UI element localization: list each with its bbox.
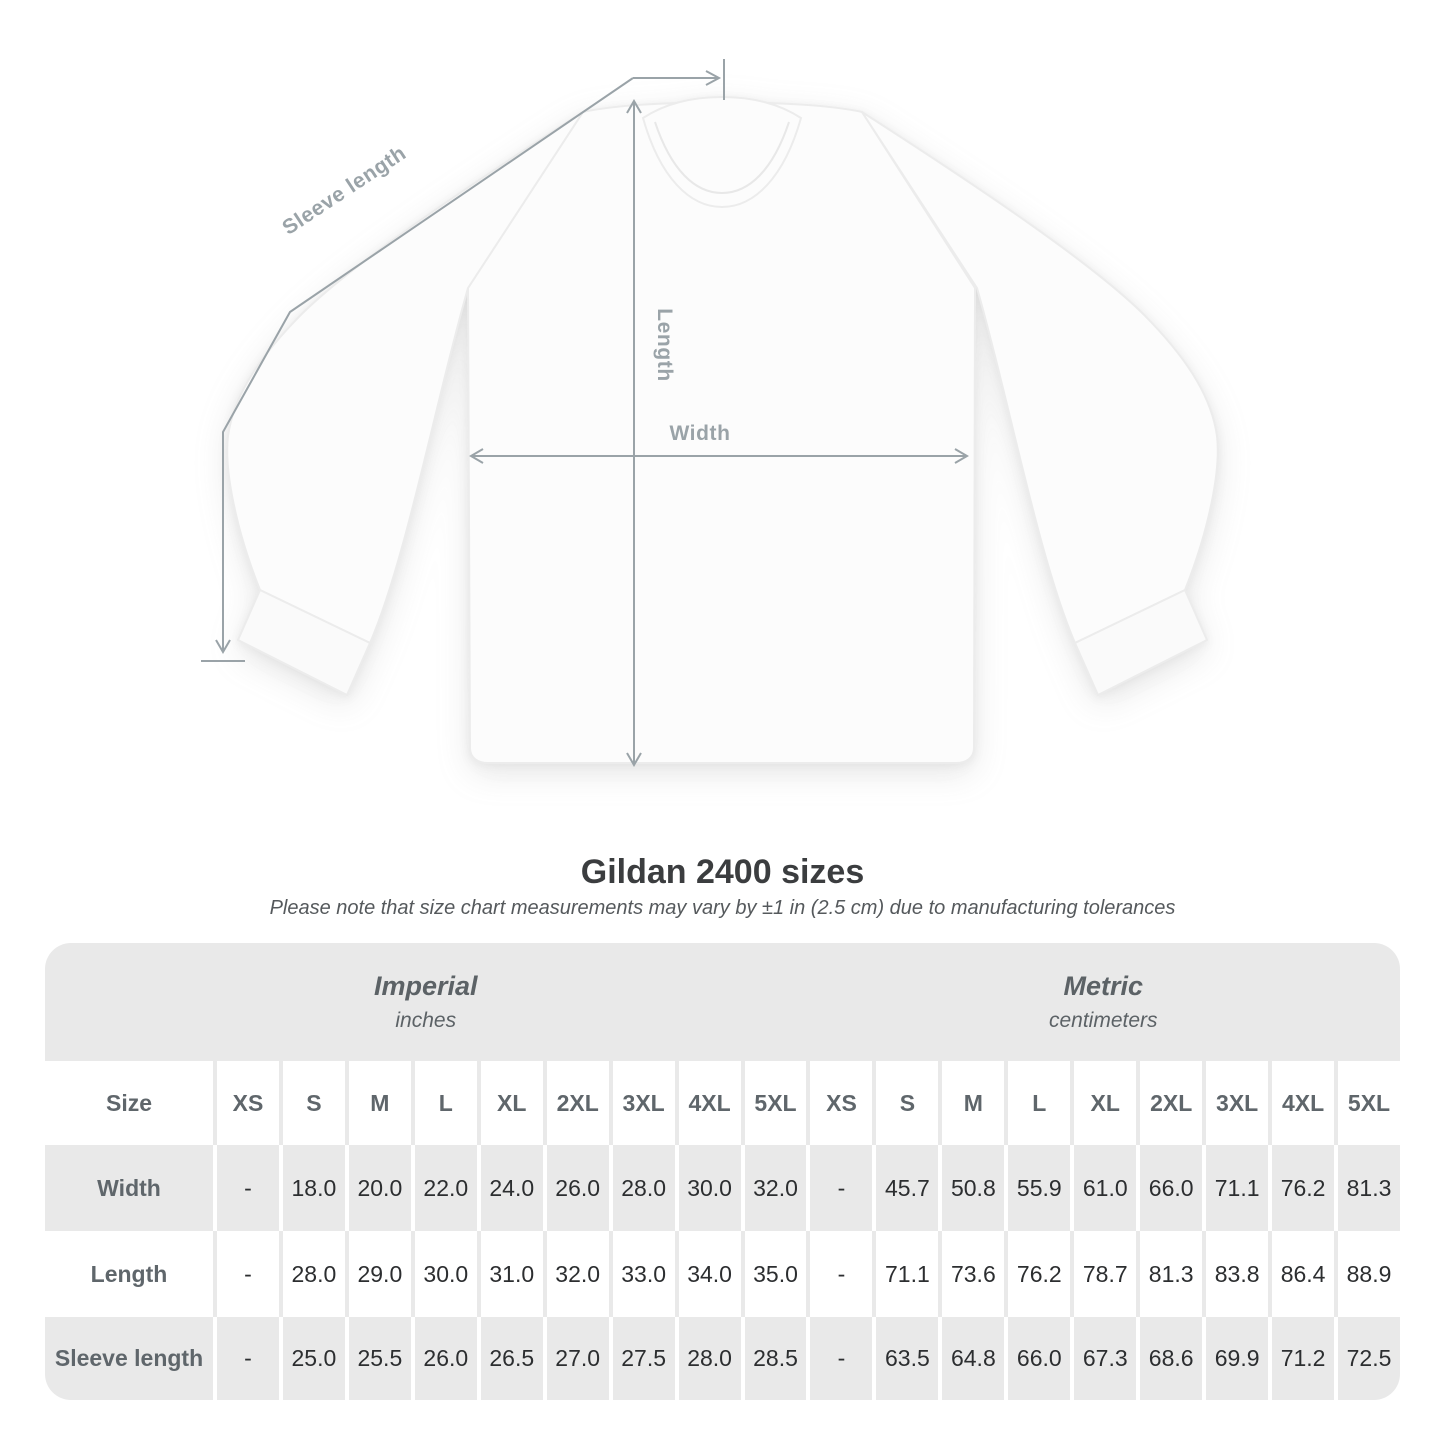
size-col-header-imperial: XS xyxy=(217,1061,279,1145)
imperial-value-cell: 30.0 xyxy=(415,1231,477,1317)
metric-value-cell: 69.9 xyxy=(1206,1317,1268,1400)
metric-value-cell: 86.4 xyxy=(1272,1231,1334,1317)
metric-value-cell: 71.1 xyxy=(876,1231,938,1317)
size-col-header-imperial: L xyxy=(415,1061,477,1145)
metric-value-cell: 45.7 xyxy=(876,1145,938,1231)
imperial-value-cell: 28.0 xyxy=(679,1317,741,1400)
metric-value-cell: 61.0 xyxy=(1074,1145,1136,1231)
imperial-value-cell: 32.0 xyxy=(745,1145,807,1231)
size-col-header-metric: S xyxy=(876,1061,938,1145)
size-col-header-imperial: 5XL xyxy=(745,1061,807,1145)
size-col-header-imperial: 3XL xyxy=(613,1061,675,1145)
metric-unit-group xyxy=(807,943,1401,1061)
row-label: Sleeve length xyxy=(45,1317,213,1400)
metric-value-cell: 66.0 xyxy=(1140,1145,1202,1231)
imperial-value-cell: 28.0 xyxy=(283,1231,345,1317)
imperial-value-cell: 18.0 xyxy=(283,1145,345,1231)
imperial-value-cell: 30.0 xyxy=(679,1145,741,1231)
size-col-header-imperial: M xyxy=(349,1061,411,1145)
size-col-header-imperial: XL xyxy=(481,1061,543,1145)
metric-value-cell: 67.3 xyxy=(1074,1317,1136,1400)
metric-value-cell: 66.0 xyxy=(1008,1317,1070,1400)
imperial-value-cell: 28.5 xyxy=(745,1317,807,1400)
metric-value-cell: - xyxy=(810,1231,872,1317)
metric-value-cell: 83.8 xyxy=(1206,1231,1268,1317)
metric-value-cell: 88.9 xyxy=(1338,1231,1400,1317)
imperial-value-cell: - xyxy=(217,1317,279,1400)
row-label: Width xyxy=(45,1145,213,1231)
size-col-header-imperial: S xyxy=(283,1061,345,1145)
imperial-value-cell: 27.5 xyxy=(613,1317,675,1400)
imperial-value-cell: - xyxy=(217,1145,279,1231)
imperial-value-cell: 31.0 xyxy=(481,1231,543,1317)
metric-value-cell: 81.3 xyxy=(1140,1231,1202,1317)
size-col-header-metric: 3XL xyxy=(1206,1061,1268,1145)
imperial-unit-group xyxy=(45,943,807,1061)
measurement-row xyxy=(45,1231,1400,1317)
length-label: Length xyxy=(653,308,676,382)
imperial-label: Imperial xyxy=(373,971,478,1001)
imperial-value-cell: 24.0 xyxy=(481,1145,543,1231)
imperial-value-cell: 33.0 xyxy=(613,1231,675,1317)
metric-value-cell: 71.1 xyxy=(1206,1145,1268,1231)
imperial-value-cell: 29.0 xyxy=(349,1231,411,1317)
size-col-header-imperial: 2XL xyxy=(547,1061,609,1145)
size-col-header-imperial: 4XL xyxy=(679,1061,741,1145)
width-label: Width xyxy=(669,422,731,445)
imperial-value-cell: 26.0 xyxy=(547,1145,609,1231)
unit-header-band xyxy=(45,943,1400,1061)
sleeve-length-label: Sleeve length xyxy=(278,141,411,240)
size-col-header-metric: 5XL xyxy=(1338,1061,1400,1145)
metric-value-cell: 55.9 xyxy=(1008,1145,1070,1231)
imperial-value-cell: 32.0 xyxy=(547,1231,609,1317)
size-col-header-metric: XL xyxy=(1074,1061,1136,1145)
metric-unit-label: centimeters xyxy=(1048,1009,1158,1032)
metric-value-cell: 76.2 xyxy=(1008,1231,1070,1317)
size-header-row xyxy=(45,1061,1400,1145)
tolerance-note: Please note that size chart measurements may vary by ±1 in (2.5 cm) due to manufacturing tolerances xyxy=(269,897,1176,919)
imperial-value-cell: 26.5 xyxy=(481,1317,543,1400)
metric-value-cell: 64.8 xyxy=(942,1317,1004,1400)
size-col-header-metric: 2XL xyxy=(1140,1061,1202,1145)
size-col-header-metric: 4XL xyxy=(1272,1061,1334,1145)
metric-value-cell: 73.6 xyxy=(942,1231,1004,1317)
metric-value-cell: 76.2 xyxy=(1272,1145,1334,1231)
metric-value-cell: - xyxy=(810,1145,872,1231)
row-label: Length xyxy=(45,1231,213,1317)
imperial-value-cell: 25.5 xyxy=(349,1317,411,1400)
size-col-header-metric: M xyxy=(942,1061,1004,1145)
metric-value-cell: - xyxy=(810,1317,872,1400)
imperial-value-cell: 35.0 xyxy=(745,1231,807,1317)
imperial-value-cell: 20.0 xyxy=(349,1145,411,1231)
metric-value-cell: 68.6 xyxy=(1140,1317,1202,1400)
size-col-header-metric: XS xyxy=(810,1061,872,1145)
imperial-value-cell: 26.0 xyxy=(415,1317,477,1400)
imperial-value-cell: 27.0 xyxy=(547,1317,609,1400)
metric-value-cell: 72.5 xyxy=(1338,1317,1400,1400)
imperial-value-cell: 25.0 xyxy=(283,1317,345,1400)
metric-label: Metric xyxy=(1063,971,1144,1001)
metric-value-cell: 81.3 xyxy=(1338,1145,1400,1231)
imperial-value-cell: - xyxy=(217,1231,279,1317)
imperial-unit-label: inches xyxy=(395,1009,457,1032)
measurement-row xyxy=(45,1145,1400,1231)
metric-value-cell: 63.5 xyxy=(876,1317,938,1400)
imperial-value-cell: 28.0 xyxy=(613,1145,675,1231)
size-table xyxy=(45,943,1400,1400)
metric-value-cell: 50.8 xyxy=(942,1145,1004,1231)
page-title: Gildan 2400 sizes xyxy=(580,853,865,891)
metric-value-cell: 71.2 xyxy=(1272,1317,1334,1400)
metric-value-cell: 78.7 xyxy=(1074,1231,1136,1317)
imperial-value-cell: 34.0 xyxy=(679,1231,741,1317)
measurement-row xyxy=(45,1317,1400,1400)
size-col-header-metric: L xyxy=(1008,1061,1070,1145)
size-table-rows xyxy=(45,1061,1400,1400)
imperial-value-cell: 22.0 xyxy=(415,1145,477,1231)
size-header-label: Size xyxy=(45,1061,213,1145)
